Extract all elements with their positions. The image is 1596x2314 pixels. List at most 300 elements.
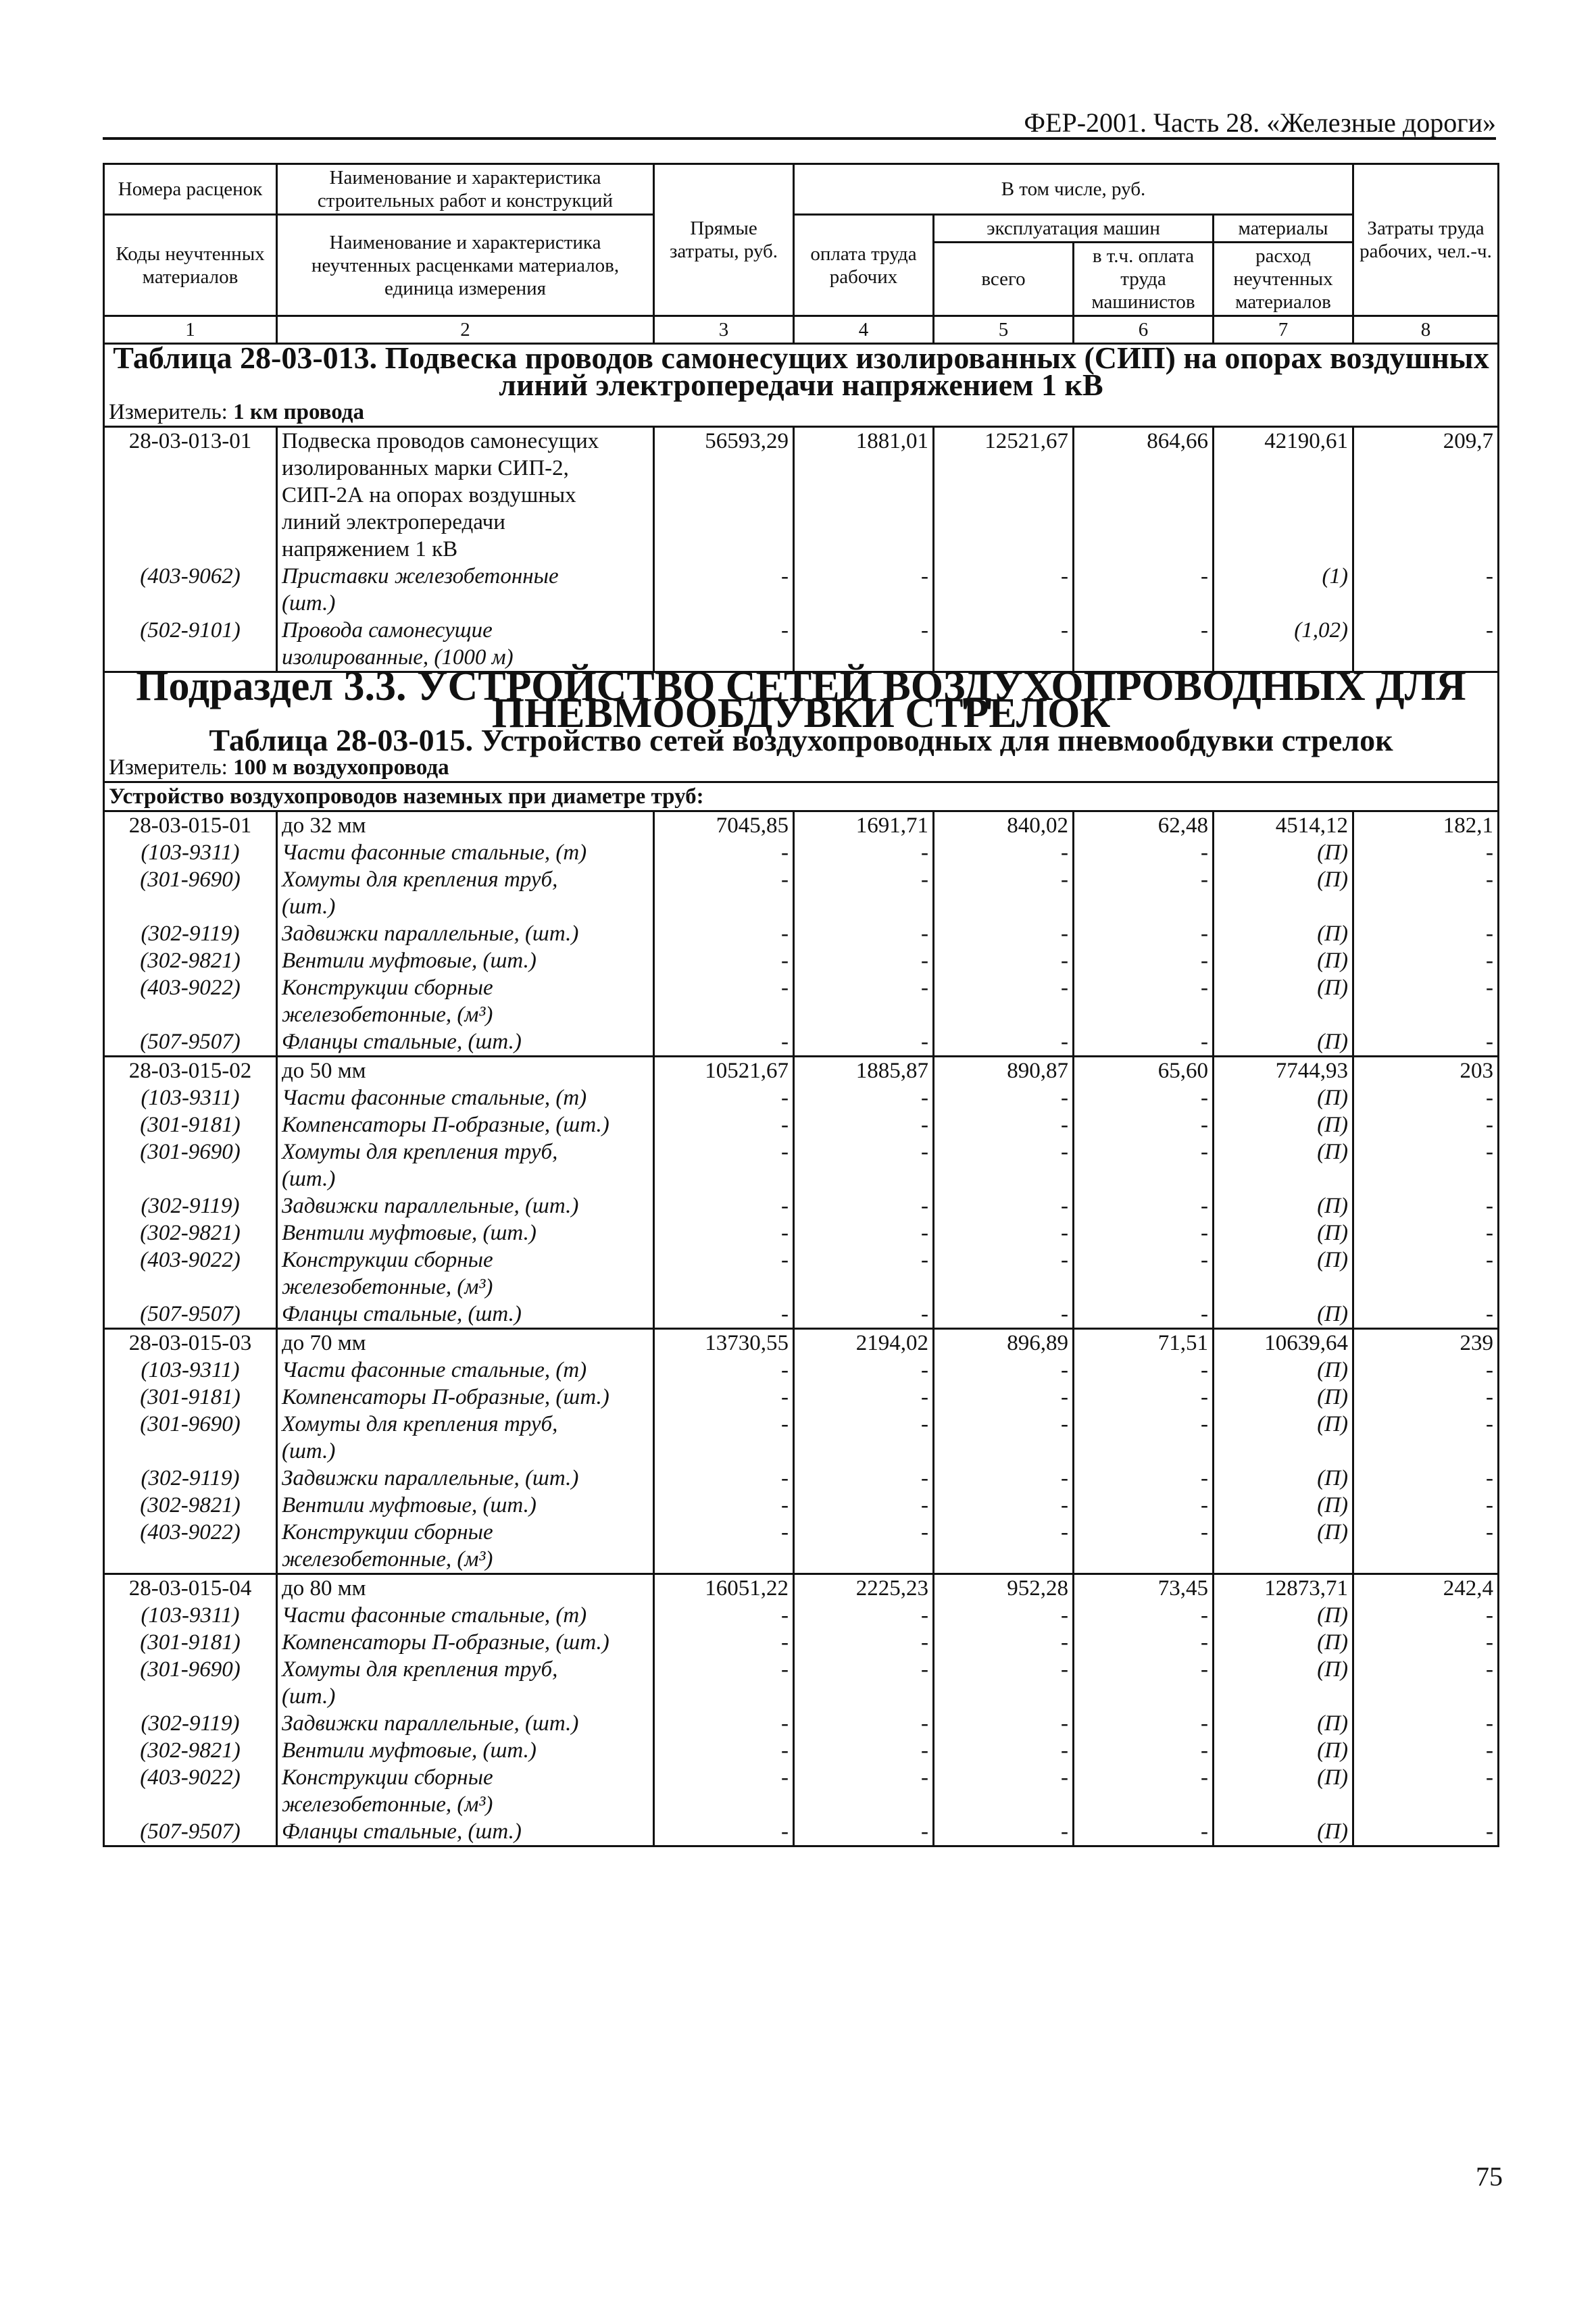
cell-col1: (103-9311) xyxy=(104,839,277,866)
cell-col8 xyxy=(1353,1274,1499,1301)
table-row xyxy=(104,1791,1499,1818)
cell-col6: - xyxy=(1074,1138,1214,1165)
cell-col7 xyxy=(1214,590,1353,617)
cell-col5: - xyxy=(934,1111,1074,1138)
cell-col7 xyxy=(1214,482,1353,509)
cell-col6: - xyxy=(1074,1247,1214,1274)
cell-col6 xyxy=(1074,1165,1214,1192)
cell-col2: (шт.) xyxy=(277,1165,654,1192)
cell-col3: - xyxy=(654,1084,794,1111)
cell-col1 xyxy=(104,1274,277,1301)
cell-col1: (302-9119) xyxy=(104,920,277,947)
cell-col2: (шт.) xyxy=(277,1438,654,1465)
cell-col8: 182,1 xyxy=(1353,811,1499,840)
cell-col5 xyxy=(934,1791,1074,1818)
cell-col1 xyxy=(104,1001,277,1028)
cell-col6 xyxy=(1074,1683,1214,1710)
cell-col7 xyxy=(1214,893,1353,920)
cell-col6: - xyxy=(1074,920,1214,947)
cell-col7: (П) xyxy=(1214,1629,1353,1656)
cell-col1: (301-9181) xyxy=(104,1384,277,1411)
cell-col1: (301-9181) xyxy=(104,1629,277,1656)
cell-col2: железобетонные, (м³) xyxy=(277,1791,654,1818)
cell-col3: - xyxy=(654,1138,794,1165)
table-row xyxy=(104,893,1499,920)
cell-col7: (П) xyxy=(1214,1656,1353,1683)
table-row xyxy=(104,427,1499,455)
cell-col1: 28-03-015-02 xyxy=(104,1057,277,1085)
table-row xyxy=(104,974,1499,1001)
cell-col7: (П) xyxy=(1214,1411,1353,1438)
cell-col1: (301-9690) xyxy=(104,1138,277,1165)
cell-col2: Хомуты для крепления труб, xyxy=(277,1656,654,1683)
measure-label: Измеритель: xyxy=(109,755,234,780)
cell-col3: - xyxy=(654,1357,794,1384)
cell-col2: Хомуты для крепления труб, xyxy=(277,1411,654,1438)
cell-col2: Части фасонные стальные, (т) xyxy=(277,1357,654,1384)
cell-col2: (шт.) xyxy=(277,590,654,617)
cell-col7 xyxy=(1214,1274,1353,1301)
cell-col5 xyxy=(934,482,1074,509)
cell-col2: Хомуты для крепления труб, xyxy=(277,866,654,893)
cell-col6: - xyxy=(1074,1737,1214,1764)
cell-col4 xyxy=(794,1001,934,1028)
cell-col1: 28-03-013-01 xyxy=(104,427,277,455)
cell-col3 xyxy=(654,1546,794,1574)
hdr-col2-top: Наименование и характеристика строительных работ и конструкций xyxy=(277,164,654,215)
cell-col4 xyxy=(794,1438,934,1465)
cell-col6: - xyxy=(1074,1519,1214,1546)
cell-col8 xyxy=(1353,482,1499,509)
header-rule xyxy=(103,137,1496,140)
cell-col5: - xyxy=(934,1602,1074,1629)
cell-col4: - xyxy=(794,1084,934,1111)
cell-col7 xyxy=(1214,1791,1353,1818)
cell-col3: - xyxy=(654,866,794,893)
cell-col3: - xyxy=(654,1028,794,1057)
cell-col5: - xyxy=(934,1411,1074,1438)
cell-col2: железобетонные, (м³) xyxy=(277,1274,654,1301)
cell-col4: - xyxy=(794,1028,934,1057)
table-row xyxy=(104,1301,1499,1329)
table-row xyxy=(104,482,1499,509)
cell-col1 xyxy=(104,1683,277,1710)
cell-col2: (шт.) xyxy=(277,893,654,920)
cell-col7 xyxy=(1214,455,1353,482)
cell-col7: (П) xyxy=(1214,839,1353,866)
table-row xyxy=(104,1629,1499,1656)
cell-col7 xyxy=(1214,1001,1353,1028)
table-row xyxy=(104,509,1499,536)
cell-col3 xyxy=(654,1274,794,1301)
cell-col6: - xyxy=(1074,866,1214,893)
cell-col6: - xyxy=(1074,947,1214,974)
cell-col2: изолированных марки СИП-2, xyxy=(277,455,654,482)
table-row xyxy=(104,536,1499,563)
cell-col3: - xyxy=(654,920,794,947)
cell-col3 xyxy=(654,455,794,482)
hdr-num: 7 xyxy=(1214,316,1353,344)
running-header: ФЕР-2001. Часть 28. «Железные дороги» xyxy=(1024,107,1496,138)
cell-col7: 7744,93 xyxy=(1214,1057,1353,1085)
cell-col2: Конструкции сборные xyxy=(277,1519,654,1546)
cell-col1: (103-9311) xyxy=(104,1084,277,1111)
cell-col6: 65,60 xyxy=(1074,1057,1214,1085)
cell-col2: Части фасонные стальные, (т) xyxy=(277,1602,654,1629)
cell-col7: 10639,64 xyxy=(1214,1329,1353,1357)
cell-col8 xyxy=(1353,455,1499,482)
cell-col7 xyxy=(1214,1438,1353,1465)
cell-col6: - xyxy=(1074,1384,1214,1411)
cell-col7: (П) xyxy=(1214,1138,1353,1165)
cell-col6: - xyxy=(1074,1084,1214,1111)
cell-col1 xyxy=(104,1165,277,1192)
cell-col7: (П) xyxy=(1214,1602,1353,1629)
cell-col6: - xyxy=(1074,1028,1214,1057)
cell-col8: 203 xyxy=(1353,1057,1499,1085)
cell-col5: - xyxy=(934,947,1074,974)
cell-col3: - xyxy=(654,1818,794,1846)
cell-col8: - xyxy=(1353,1764,1499,1791)
cell-col8: - xyxy=(1353,920,1499,947)
cell-col4: - xyxy=(794,1710,934,1737)
cell-col7: (П) xyxy=(1214,866,1353,893)
cell-col1: (403-9022) xyxy=(104,1519,277,1546)
cell-col8 xyxy=(1353,1683,1499,1710)
cell-col6: - xyxy=(1074,1192,1214,1219)
cell-col5: 890,87 xyxy=(934,1057,1074,1085)
cell-col2: Фланцы стальные, (шт.) xyxy=(277,1818,654,1846)
cell-col2: Вентили муфтовые, (шт.) xyxy=(277,1737,654,1764)
cell-col8: - xyxy=(1353,1710,1499,1737)
hdr-num: 1 xyxy=(104,316,277,344)
cell-col4: 2225,23 xyxy=(794,1574,934,1603)
cell-col3: - xyxy=(654,1111,794,1138)
cell-col3 xyxy=(654,482,794,509)
cell-col6 xyxy=(1074,893,1214,920)
cell-col5: - xyxy=(934,617,1074,644)
cell-col5 xyxy=(934,1165,1074,1192)
cell-col5 xyxy=(934,590,1074,617)
hdr-col5: всего xyxy=(934,243,1074,316)
table-row xyxy=(104,1683,1499,1710)
cell-col6: - xyxy=(1074,1357,1214,1384)
cell-col1: 28-03-015-04 xyxy=(104,1574,277,1603)
cell-col3: - xyxy=(654,947,794,974)
cell-col3: - xyxy=(654,839,794,866)
table-body xyxy=(104,164,1499,1846)
table-row xyxy=(104,839,1499,866)
cell-col1: 28-03-015-03 xyxy=(104,1329,277,1357)
table-row xyxy=(104,1519,1499,1546)
cell-col8: - xyxy=(1353,1492,1499,1519)
cell-col6: - xyxy=(1074,1818,1214,1846)
table-row xyxy=(104,1329,1499,1357)
cell-col6: - xyxy=(1074,1602,1214,1629)
cell-col7: (П) xyxy=(1214,947,1353,974)
table-row xyxy=(104,1138,1499,1165)
cell-col3: 7045,85 xyxy=(654,811,794,840)
table-row xyxy=(104,1737,1499,1764)
cell-col4: - xyxy=(794,866,934,893)
table-row xyxy=(104,920,1499,947)
cell-col4: - xyxy=(794,1602,934,1629)
table-row xyxy=(104,1247,1499,1274)
cell-col4 xyxy=(794,1546,934,1574)
cell-col4: - xyxy=(794,1818,934,1846)
cell-col4: - xyxy=(794,1111,934,1138)
hdr-num: 2 xyxy=(277,316,654,344)
cell-col2: Подвеска проводов самонесущих xyxy=(277,427,654,455)
cell-col4: - xyxy=(794,1192,934,1219)
cell-col2: напряжением 1 кВ xyxy=(277,536,654,563)
cell-col2: до 32 мм xyxy=(277,811,654,840)
measure-unit xyxy=(104,754,1499,782)
cell-col4: - xyxy=(794,1411,934,1438)
cell-col4 xyxy=(794,509,934,536)
cell-col2: Части фасонные стальные, (т) xyxy=(277,1084,654,1111)
cell-col3 xyxy=(654,1001,794,1028)
cell-col5 xyxy=(934,509,1074,536)
cell-col6 xyxy=(1074,536,1214,563)
cell-col4: - xyxy=(794,617,934,644)
cell-col8: - xyxy=(1353,1028,1499,1057)
cell-col6: - xyxy=(1074,1219,1214,1247)
cell-col7: 42190,61 xyxy=(1214,427,1353,455)
cell-col5: - xyxy=(934,1492,1074,1519)
cell-col4: - xyxy=(794,1247,934,1274)
cell-col1 xyxy=(104,509,277,536)
cell-col2: (шт.) xyxy=(277,1683,654,1710)
cell-col3 xyxy=(654,509,794,536)
cell-col1: (403-9022) xyxy=(104,1247,277,1274)
cell-col1: (301-9690) xyxy=(104,1411,277,1438)
cell-col5: - xyxy=(934,1710,1074,1737)
cell-col1: (301-9690) xyxy=(104,866,277,893)
cell-col4: 1885,87 xyxy=(794,1057,934,1085)
cell-col8 xyxy=(1353,1165,1499,1192)
cell-col3 xyxy=(654,536,794,563)
cell-col5: - xyxy=(934,920,1074,947)
cell-col3: - xyxy=(654,1519,794,1546)
hdr-materials: материалы xyxy=(1214,215,1353,243)
cell-col4: - xyxy=(794,974,934,1001)
cell-col4: - xyxy=(794,1384,934,1411)
cell-col8 xyxy=(1353,590,1499,617)
cell-col4: - xyxy=(794,1219,934,1247)
cell-col7 xyxy=(1214,1165,1353,1192)
cell-col4: - xyxy=(794,947,934,974)
hdr-incl: В том числе, руб. xyxy=(794,164,1353,215)
cell-col3 xyxy=(654,590,794,617)
cell-col7: 12873,71 xyxy=(1214,1574,1353,1603)
cell-col7: (П) xyxy=(1214,1492,1353,1519)
table-title: Таблица 28-03-015. Устройство сетей воздухопроводных для пневмообдувки стрелок xyxy=(104,727,1499,754)
cell-col8: - xyxy=(1353,1138,1499,1165)
table-row xyxy=(104,1602,1499,1629)
cell-col4: - xyxy=(794,1357,934,1384)
cell-col1 xyxy=(104,893,277,920)
cell-col3: 16051,22 xyxy=(654,1574,794,1603)
cell-col1: (403-9022) xyxy=(104,974,277,1001)
cell-col7: (П) xyxy=(1214,1192,1353,1219)
cell-col5: 12521,67 xyxy=(934,427,1074,455)
cell-col6: - xyxy=(1074,1492,1214,1519)
cell-col6 xyxy=(1074,1791,1214,1818)
cell-col5: - xyxy=(934,1818,1074,1846)
cell-col8: - xyxy=(1353,1219,1499,1247)
cell-col5: - xyxy=(934,1764,1074,1791)
cell-col8: - xyxy=(1353,1465,1499,1492)
cell-col6: 62,48 xyxy=(1074,811,1214,840)
cell-col3: - xyxy=(654,1301,794,1329)
cell-col2: линий электропередачи xyxy=(277,509,654,536)
cell-col7 xyxy=(1214,509,1353,536)
cell-col2: Конструкции сборные xyxy=(277,1764,654,1791)
cell-col1: (502-9101) xyxy=(104,617,277,644)
hdr-col1-top: Номера расценок xyxy=(104,164,277,215)
hdr-num: 4 xyxy=(794,316,934,344)
hdr-machines: эксплуатация машин xyxy=(934,215,1214,243)
cell-col2: Вентили муфтовые, (шт.) xyxy=(277,1492,654,1519)
cell-col6 xyxy=(1074,509,1214,536)
cell-col6 xyxy=(1074,1438,1214,1465)
cell-col4 xyxy=(794,590,934,617)
cell-col3: - xyxy=(654,1411,794,1438)
cell-col8: - xyxy=(1353,1301,1499,1329)
cell-col2: Компенсаторы П-образные, (шт.) xyxy=(277,1111,654,1138)
cell-col7: (П) xyxy=(1214,974,1353,1001)
table-row xyxy=(104,1492,1499,1519)
cell-col1: (507-9507) xyxy=(104,1301,277,1329)
table-row xyxy=(104,811,1499,840)
cell-col7 xyxy=(1214,1683,1353,1710)
cell-col5: - xyxy=(934,1028,1074,1057)
cell-col7: 4514,12 xyxy=(1214,811,1353,840)
cell-col2: Компенсаторы П-образные, (шт.) xyxy=(277,1629,654,1656)
cell-col2: Задвижки параллельные, (шт.) xyxy=(277,1465,654,1492)
cell-col6 xyxy=(1074,1274,1214,1301)
cell-col8: - xyxy=(1353,1411,1499,1438)
subheader: Устройство воздухопроводов наземных при диаметре труб: xyxy=(104,782,1499,811)
table-row xyxy=(104,1001,1499,1028)
cell-col3: - xyxy=(654,1656,794,1683)
hdr-num: 3 xyxy=(654,316,794,344)
cell-col7 xyxy=(1214,1546,1353,1574)
table-row xyxy=(104,1818,1499,1846)
cell-col2: Вентили муфтовые, (шт.) xyxy=(277,947,654,974)
cell-col4 xyxy=(794,893,934,920)
hdr-col8: Затраты труда рабочих, чел.-ч. xyxy=(1353,164,1499,316)
cell-col3 xyxy=(654,1438,794,1465)
cell-col6: 73,45 xyxy=(1074,1574,1214,1603)
cell-col4: - xyxy=(794,1465,934,1492)
cell-col2: Вентили муфтовые, (шт.) xyxy=(277,1219,654,1247)
cell-col7: (П) xyxy=(1214,1764,1353,1791)
cell-col2: изолированные, (1000 м) xyxy=(277,644,654,672)
cell-col5 xyxy=(934,1438,1074,1465)
cell-col4: - xyxy=(794,1656,934,1683)
cell-col8: - xyxy=(1353,1111,1499,1138)
cell-col7: (1,02) xyxy=(1214,617,1353,644)
cell-col2: СИП-2А на опорах воздушных xyxy=(277,482,654,509)
cell-col6: 864,66 xyxy=(1074,427,1214,455)
cell-col5 xyxy=(934,536,1074,563)
cell-col8: - xyxy=(1353,617,1499,644)
cell-col5 xyxy=(934,1001,1074,1028)
cell-col4: - xyxy=(794,920,934,947)
cell-col8: - xyxy=(1353,974,1499,1001)
cell-col4: - xyxy=(794,1629,934,1656)
cell-col3: - xyxy=(654,1737,794,1764)
page-number: 75 xyxy=(1476,2161,1503,2192)
cell-col5: - xyxy=(934,839,1074,866)
table-row xyxy=(104,866,1499,893)
cell-col3 xyxy=(654,893,794,920)
cell-col8 xyxy=(1353,1438,1499,1465)
cell-col2: Конструкции сборные xyxy=(277,974,654,1001)
cell-col1: (302-9821) xyxy=(104,1492,277,1519)
cell-col2: до 80 мм xyxy=(277,1574,654,1603)
cell-col3 xyxy=(654,1165,794,1192)
cell-col1: (302-9119) xyxy=(104,1192,277,1219)
cell-col4 xyxy=(794,1683,934,1710)
table-row xyxy=(104,1192,1499,1219)
cell-col4: - xyxy=(794,1737,934,1764)
cell-col8: - xyxy=(1353,1519,1499,1546)
cell-col2: Конструкции сборные xyxy=(277,1247,654,1274)
cell-col8: - xyxy=(1353,1247,1499,1274)
cell-col5: 952,28 xyxy=(934,1574,1074,1603)
cell-col7: (П) xyxy=(1214,1219,1353,1247)
cell-col8: 239 xyxy=(1353,1329,1499,1357)
cell-col5: - xyxy=(934,1656,1074,1683)
cell-col2: Задвижки параллельные, (шт.) xyxy=(277,1192,654,1219)
cell-col5: - xyxy=(934,1138,1074,1165)
cell-col1: 28-03-015-01 xyxy=(104,811,277,840)
cell-col4 xyxy=(794,1274,934,1301)
cell-col3: - xyxy=(654,1219,794,1247)
cell-col8 xyxy=(1353,1001,1499,1028)
cell-col1 xyxy=(104,455,277,482)
cell-col4: - xyxy=(794,839,934,866)
cell-col4: - xyxy=(794,1764,934,1791)
cell-col1: (302-9119) xyxy=(104,1465,277,1492)
cell-col3: - xyxy=(654,617,794,644)
cell-col7: (П) xyxy=(1214,1084,1353,1111)
cell-col2: железобетонные, (м³) xyxy=(277,1546,654,1574)
cell-col8: 242,4 xyxy=(1353,1574,1499,1603)
cell-col4 xyxy=(794,482,934,509)
cell-col5: - xyxy=(934,1357,1074,1384)
table-row xyxy=(104,1411,1499,1438)
cell-col5 xyxy=(934,893,1074,920)
cell-col1: (301-9690) xyxy=(104,1656,277,1683)
table-row xyxy=(104,1574,1499,1603)
table-row xyxy=(104,1710,1499,1737)
cell-col5 xyxy=(934,1546,1074,1574)
cell-col6: - xyxy=(1074,839,1214,866)
cell-col2: Задвижки параллельные, (шт.) xyxy=(277,920,654,947)
cell-col8: - xyxy=(1353,839,1499,866)
cell-col6: - xyxy=(1074,1629,1214,1656)
cell-col6: - xyxy=(1074,1710,1214,1737)
cell-col1 xyxy=(104,482,277,509)
cell-col8: - xyxy=(1353,1602,1499,1629)
cell-col7: (П) xyxy=(1214,1301,1353,1329)
cell-col8: - xyxy=(1353,1192,1499,1219)
cell-col6: - xyxy=(1074,1656,1214,1683)
